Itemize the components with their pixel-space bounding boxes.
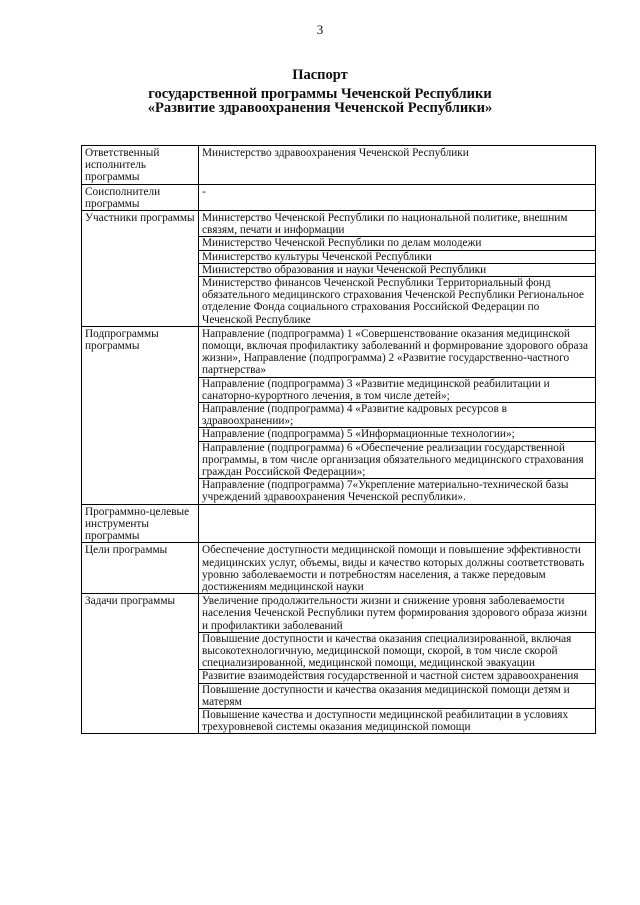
row-value	[199, 594, 596, 734]
row-value	[199, 326, 596, 504]
row-label: Задачи программы	[82, 594, 199, 734]
row-value	[199, 211, 596, 327]
value-item: Направление (подпрограмма) 1 «Совершенствование оказания медицинской помощи, включая профилактику заболеваний и формирование здорового образа жизни», Направление (подпрограмма) 2 «Развитие государственно-частного партнерства»	[202, 327, 589, 377]
value-item: Министерство Чеченской Республики по национальной политике, внешним связям, печати и информации	[202, 212, 568, 237]
row-label: Соисполнители программы	[82, 184, 199, 210]
title-line-name: «Развитие здравоохранения Чеченской Республики»	[147, 100, 493, 116]
value-item: Повышение качества и доступности медицинской реабилитации в условиях трехуровневой системы оказания медицинской помощи	[199, 708, 595, 733]
value-item: Увеличение продолжительности жизни и снижение уровня заболеваемости населения Чеченской Республики путем формирования здорового образа жизни и профилактики заболеваний	[202, 595, 588, 632]
value-item: Министерство Чеченской Республики по делам молодежи	[199, 236, 595, 249]
table-row	[82, 543, 596, 594]
table-row	[82, 326, 596, 504]
value-item: Направление (подпрограмма) 4 «Развитие кадровых ресурсов в здравоохранении»;	[199, 402, 595, 427]
row-value	[199, 543, 596, 594]
row-label: Участники программы	[82, 211, 199, 327]
value-item: Направление (подпрограмма) 3 «Развитие медицинской реабилитации и санаторно-курортного лечения, в том числе детей»;	[199, 377, 595, 402]
page-number: 3	[316, 22, 324, 37]
value-item: Обеспечение доступности медицинской помощи и повышение эффективности медицинских услуг, объемы, виды и качество которых должны соответствовать уровню заболеваемости и потребностям населения, а также передовым достижениям медицинской науки	[202, 544, 585, 593]
value-item: Министерство здравоохранения Чеченской Республики	[202, 147, 469, 159]
value-item: Министерство образования и науки Чеченской Республики	[199, 263, 595, 276]
value-item: Министерство культуры Чеченской Республики	[199, 250, 595, 263]
value-item: Развитие взаимодействия государственной и частной систем здравоохранения	[199, 669, 595, 682]
row-value	[199, 184, 596, 210]
table-row	[82, 146, 596, 185]
title-line-program: государственной программы Чеченской Республики	[148, 86, 492, 102]
value-item: Министерство финансов Чеченской Республики Территориальный фонд обязательного медицинского страхования Чеченской Республики Региональное отделение Фонда социального страхования Российской Федерации по Чеченской Республике	[199, 276, 595, 326]
row-label: Цели программы	[82, 543, 199, 594]
value-item: Направление (подпрограмма) 5 «Информационные технологии»;	[199, 427, 595, 440]
row-label: Подпрограммы программы	[82, 326, 199, 504]
table-row	[82, 184, 596, 210]
value-item: Повышение доступности и качества оказания специализированной, включая высокотехнологичную, медицинской помощи, скорой, в том числе скорой специализированной, медицинской помощи, медицинской эвакуации	[199, 632, 595, 670]
value-item: Направление (подпрограмма) 7«Укрепление материально-технической базы учреждений здравоохранения Чеченской республики».	[199, 478, 595, 503]
value-item: -	[202, 185, 206, 198]
row-label: Ответственный исполнитель программы	[82, 146, 199, 185]
row-value	[199, 146, 596, 185]
passport-table	[81, 145, 596, 734]
table-row	[82, 594, 596, 734]
row-label: Программно-целевые инструменты программы	[82, 504, 199, 543]
document-title	[0, 68, 640, 115]
title-line-passport: Паспорт	[292, 67, 348, 83]
table-row	[82, 211, 596, 327]
row-value	[199, 504, 596, 543]
value-item: Направление (подпрограмма) 6 «Обеспечение реализации государственной программы, в том числе организация обязательного медицинского страхования граждан Российской Федерации»;	[199, 441, 595, 479]
value-item: Повышение доступности и качества оказания медицинской помощи детям и матерям	[199, 683, 595, 708]
table-row	[82, 504, 596, 543]
